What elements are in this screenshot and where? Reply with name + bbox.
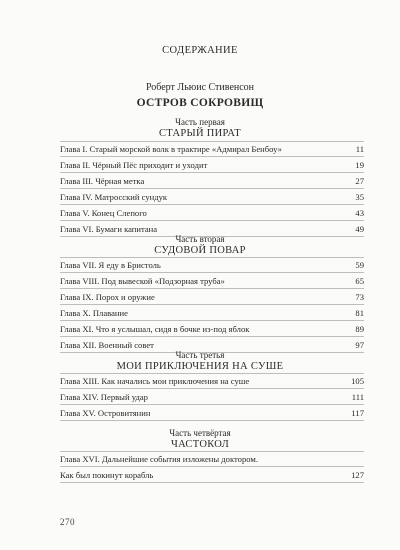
part-title: СТАРЫЙ ПИРАТ <box>158 128 242 139</box>
chapter-title: Глава XV. Островитянин <box>60 408 151 418</box>
toc-entry[interactable] <box>60 305 364 321</box>
chapter-list <box>60 451 364 483</box>
chapter-page: 11 <box>355 144 364 154</box>
chapter-list <box>60 257 364 353</box>
chapter-page: 59 <box>355 260 364 270</box>
chapter-title: Глава I. Старый морской волк в трактире «Адмирал Бенбоу» <box>60 144 282 154</box>
chapter-page: 73 <box>355 292 364 302</box>
part-title: СУДОВОЙ ПОВАР <box>154 245 246 256</box>
chapter-page: 111 <box>351 392 364 402</box>
part-label: Часть вторая <box>175 234 225 244</box>
toc-entry[interactable] <box>60 273 364 289</box>
toc-entry[interactable] <box>60 405 364 421</box>
chapter-page: 65 <box>355 276 364 286</box>
toc-entry[interactable] <box>60 389 364 405</box>
chapter-title: Глава XIII. Как начались мои приключения на суше <box>60 376 250 386</box>
toc-entry[interactable] <box>60 173 364 189</box>
chapter-title: Глава VII. Я еду в Бристоль <box>60 260 161 270</box>
chapter-page: 117 <box>351 408 364 418</box>
chapter-title: Глава IX. Порох и оружие <box>60 292 155 302</box>
chapter-page: 19 <box>355 160 364 170</box>
chapter-page: 27 <box>355 176 364 186</box>
chapter-page: 81 <box>355 308 364 318</box>
chapter-list <box>60 373 364 421</box>
toc-entry[interactable] <box>60 289 364 305</box>
chapter-title: Как был покинут корабль <box>60 470 154 480</box>
part-label: Часть третья <box>175 350 225 360</box>
toc-entry[interactable] <box>60 257 364 273</box>
chapter-list <box>60 141 364 237</box>
chapter-page: 35 <box>355 192 364 202</box>
book-title: ОСТРОВ СОКРОВИЩ <box>136 97 264 109</box>
chapter-page: 105 <box>351 376 364 386</box>
chapter-title: Глава XVI. Дальнейшие события изложены доктором. <box>60 454 258 464</box>
chapter-title: Глава V. Конец Слепого <box>60 208 147 218</box>
toc-entry[interactable] <box>60 373 364 389</box>
toc-entry[interactable] <box>60 467 364 483</box>
toc-entry[interactable] <box>60 189 364 205</box>
toc-entry[interactable] <box>60 205 364 221</box>
part-title: МОИ ПРИКЛЮЧЕНИЯ НА СУШЕ <box>116 361 284 372</box>
chapter-title: Глава VIII. Под вывеской «Подзорная труба» <box>60 276 225 286</box>
chapter-title: Глава XI. Что я услышал, сидя в бочке из-под яблок <box>60 324 250 334</box>
chapter-page: 43 <box>355 208 364 218</box>
part-label: Часть четвёртая <box>169 428 231 438</box>
chapter-title: Глава XIV. Первый удар <box>60 392 148 402</box>
chapter-page: 49 <box>355 224 364 234</box>
chapter-page: 127 <box>351 470 364 480</box>
toc-entry[interactable] <box>60 451 364 467</box>
author-name: Роберт Льюис Стивенсон <box>145 82 255 93</box>
chapter-title: Глава X. Плавание <box>60 308 128 318</box>
part-label: Часть первая <box>175 117 225 127</box>
chapter-title: Глава IV. Матросский сундук <box>60 192 168 202</box>
toc-entry[interactable] <box>60 141 364 157</box>
chapter-title: Глава III. Чёрная метка <box>60 176 145 186</box>
chapter-page: 89 <box>355 324 364 334</box>
chapter-title: Глава XII. Военный совет <box>60 340 154 350</box>
part-title: ЧАСТОКОЛ <box>170 439 230 450</box>
chapter-title: Глава VI. Бумаги капитана <box>60 224 158 234</box>
page-number: 270 <box>60 517 75 527</box>
toc-entry[interactable] <box>60 157 364 173</box>
toc-entry[interactable] <box>60 321 364 337</box>
chapter-title: Глава II. Чёрный Пёс приходит и уходит <box>60 160 208 170</box>
toc-title: СОДЕРЖАНИЕ <box>162 45 238 56</box>
chapter-page: 97 <box>355 340 364 350</box>
